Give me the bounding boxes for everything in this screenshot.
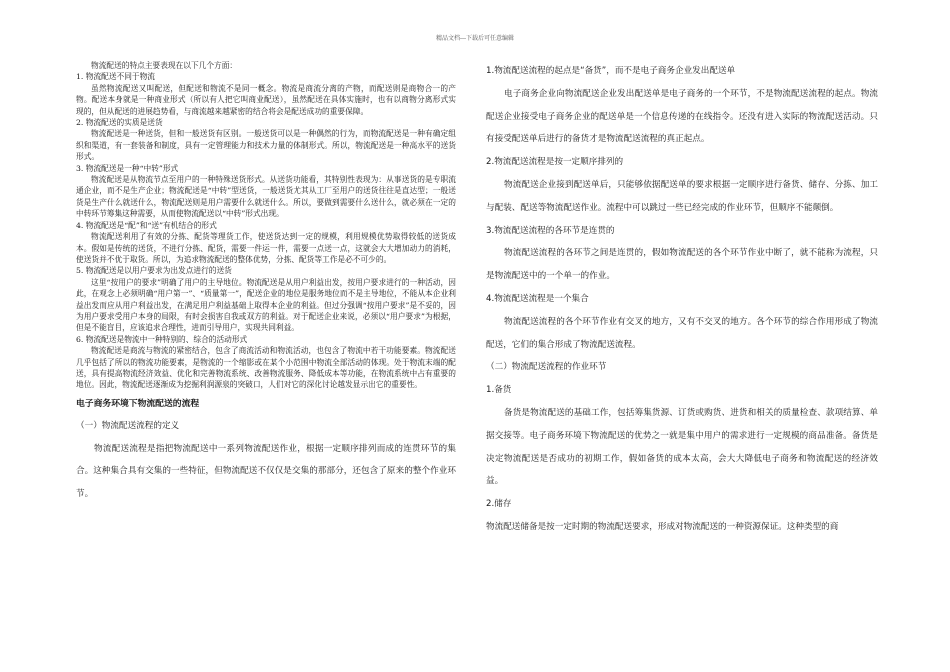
right-column: [486, 60, 878, 539]
point-title-4: 4. 物流配送是“配”和“送”有机结合的形式: [76, 220, 217, 230]
stock-title: 1.备货: [486, 385, 512, 396]
point-body-2: 物流配送是一种送货，但和一般送货有区别。一般送货可以是一种偶然的行为，而物流配送是一种有确定组织和渠道，有一套装备和制度，具有一定管理能力和技术力量的体制形式。所以，物流配送是一种高水平的送货形式。: [76, 129, 456, 162]
point-body-5: 这里“按用户的要求”明确了用户的主导地位。物流配送是从用户利益出发，按用户要求进行的一种活动，因此，在观念上必须明确“用户第一”、“质量第一”，配送企业的地位是服务地位而不是主导地位，不能从本企业利益出发而应从用户利益出发，在满足用户利益基础上取得本企业的利益。但过分强调“按用户要求”是不妥的，因为用户要求受用户本身的局限，有时会损害自我或双方的利益。对于配送企业来说，必须以“用户要求”为根据，但是不能盲目，应该追求合理性，进而引导用户，实现共同利益。: [76, 277, 456, 333]
page-header: 精品文档---下载后可任意编辑: [435, 35, 515, 42]
storage-title: 2.储存: [486, 499, 512, 510]
flow-item-title-3: 3.物流配送流程的各环节是连贯的: [486, 225, 615, 236]
flow-item-body-1: 电子商务企业向物流配送企业发出配送单是电子商务的一个环节，不是物流配送流程的起点。物流配送企业接受电子商务企业的配送单是一个信息传递的在线指令。还没有进入实际的物流配送活动。只有接受配送单后进行的备货才是物流配送流程的真正起点。: [486, 88, 878, 145]
point-title-6: 6. 物流配送是物流中一种特别的、综合的活动形式: [76, 334, 248, 344]
point-title-5: 5. 物流配送是以用户要求为出发点进行的送货: [76, 266, 232, 276]
definition-paragraph: 物流配送流程是指把物流配送中一系列物流配送作业，根据一定顺序排列而成的连贯环节的集合。这种集合具有交集的一些特征，但物流配送不仅仅是交集的那部分，还包含了原来的整个作业环节。: [76, 443, 456, 500]
subsection-title: 物流配送流程的作业环节: [511, 362, 607, 373]
subsection-heading-steps: [486, 356, 878, 379]
storage-body: 物流配送储备是按一定时期的物流配送要求，形成对物流配送的一种资源保证。这种类型的商: [486, 521, 839, 532]
flow-item-title-4: 4.物流配送流程是一个集合: [486, 293, 589, 304]
flow-item-body-2: 物流配送企业接到配送单后，只能够依据配送单的要求根据一定顺序进行备货、储存、分拣、加工与配装、配送等物流配送作业。流程中可以跳过一些已经完成的作业环节，但顺序不能颠倒。: [486, 179, 878, 213]
point-body-6: 物流配送是商流与物流的紧密结合，包含了商流活动和物流活动，也包含了物流中若干功能要素。物流配送几乎包括了所以的物流功能要素，是物流的一个缩影或在某个小范围中物流全部活动的体现。处于物流末端的配送，具有提高物流经济效益、优化和完善物流系统、改善物流服务、降低成本等功能，在物流系统中占有重要的地位。因此，物流配送逐渐成为挖掘利润源泉的突破口，人们对它的深化讨论越发显示出它的重要性。: [76, 346, 456, 390]
flow-item-title-2: 2.物流配送流程是按一定顺序排列的: [486, 157, 624, 168]
subsection-heading-definition: （一）物流配送流程的定义: [76, 420, 180, 431]
section-heading: 电子商务环境下物流配送的流程: [76, 398, 200, 409]
point-body-3: 物流配送是从物流节点至用户的一种特殊送货形式。从送货功能看，其特别性表现为：从事送货的是专职流通企业，而不是生产企业；物流配送是“中转”型送货，一般送货尤其从工厂至用户的送货往往是直达型；一般送货是生产什么就送什么，物流配送则是用户需要什么就送什么。所以，要做到需要什么送什么，就必须在一定的中转环节筹集这种需要，从而使物流配送以“中转”形式出现。: [76, 175, 456, 219]
point-body-4: 物流配送利用了有效的分拣、配货等理货工作，使送货达到一定的规模，利用规模优势取得较低的送货成本。假如是传统的送货，不进行分拣、配货，需要一件运一件，需要一点送一点，这就会大大增加动力的消耗，使送货并不优于取货。所以，为追求物流配送的整体优势，分拣、配货等工作是必不可少的。: [76, 232, 456, 264]
point-title-3: 3. 物流配送是一种“中转”形式: [76, 163, 179, 173]
subsection-number: （二）: [486, 362, 512, 373]
flow-item-body-3: 物流配送流程的各环节之间是连贯的，假如物流配送的各个环节作业中断了，就不能称为流程，只是物流配送中的一个单一的作业。: [486, 248, 878, 282]
flow-item-title-1: 1.物流配送流程的起点是“备货”，而不是电子商务企业发出配送单: [486, 66, 736, 76]
point-body-1: 虽然物流配送又叫配送，但配送和物流不是同一概念。物流是商流分离的产物，而配送则是商物合一的产物。配送本身就是一种商业形式（所以有人把它叫商业配送），虽然配送在具体实施时，也有以商物分离形式实现的，但从配送的进展趋势看，与商流越来越紧密的结合将会是配送成功的重要保障。: [76, 83, 456, 116]
point-title-2: 2. 物流配送的实质是送货: [76, 118, 163, 128]
point-title-1: 1. 物流配送不同于物流: [76, 72, 155, 82]
left-column: [76, 60, 456, 506]
stock-body: 备货是物流配送的基础工作，包括筹集货源、订货或购货、进货和相关的质量检查、款项结算、单据交接等。电子商务环境下物流配送的优势之一就是集中用户的需求进行一定规模的商品准备。备货是决定物流配送是否成功的初期工作，假如备货的成本太高，会大大降低电子商务和物流配送的经济效益。: [486, 407, 878, 487]
intro-paragraph: 物流配送的特点主要表现在以下几个方面：: [91, 61, 238, 70]
flow-item-body-4: 物流配送流程的各个环节作业有交叉的地方，又有不交叉的地方。各个环节的综合作用形成了物流配送，它们的集合形成了物流配送流程。: [486, 316, 878, 350]
